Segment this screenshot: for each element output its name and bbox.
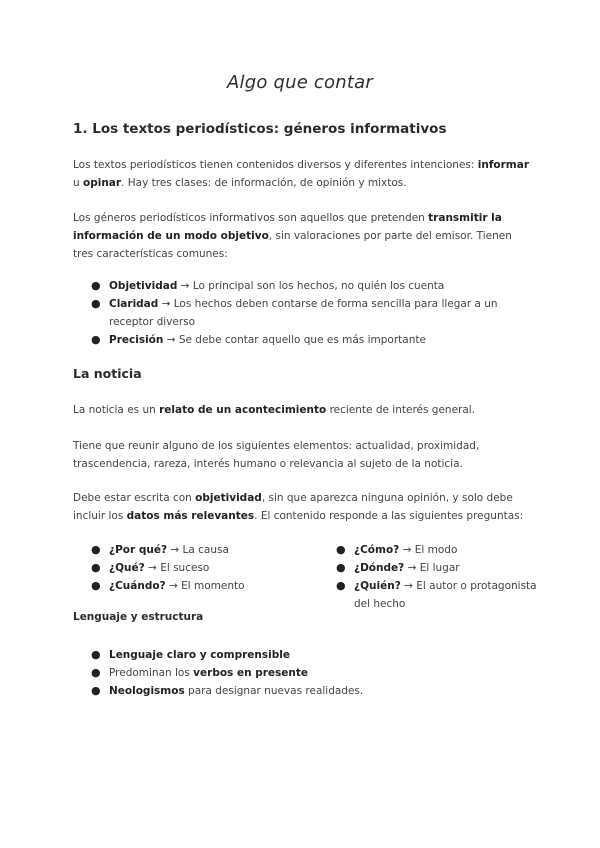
list-item [73,295,543,331]
list-term: ¿Cuándo? [109,580,166,592]
bullet-icon: ● [336,579,346,592]
text-run: Debe estar escrita con [73,492,196,504]
bold-run: informar [477,159,530,171]
bold-run: datos más relevantes [126,510,255,522]
list-term: ¿Quién? [354,580,401,592]
section-heading-generos: 1. Los textos periodísticos: géneros informativos [73,121,447,137]
bullet-icon: ● [336,561,346,574]
bold-run: opinar [83,177,122,189]
bullet-icon: ● [91,579,101,592]
text-run: La noticia es un [73,404,160,416]
text-run: . Hay tres clases: de información, de opinión y mixtos. [121,177,407,189]
list-term: ¿Por qué? [109,544,168,556]
bullet-icon: ● [91,648,101,661]
list-term: Lenguaje claro y comprensible [109,649,290,661]
list-term: verbos en presente [193,667,309,679]
list-text: → El momento [165,580,245,592]
bullet-icon: ● [91,543,101,556]
text-run: reciente de interés general. [326,404,476,416]
list-term: Objetividad [109,280,178,292]
list-item [318,559,538,577]
list-item [73,277,543,295]
bullet-icon: ● [91,561,101,574]
list-text: → El lugar [404,562,460,574]
list-text: → Se debe contar aquello que es más importante [163,334,426,346]
list-item [318,577,538,613]
bullet-icon: ● [336,543,346,556]
text-run: Los géneros periodísticos informativos son aquellos que pretenden [73,212,429,224]
document-title: Algo que contar [227,72,373,93]
list-text: Predominan los [109,667,194,679]
features-list [73,277,543,349]
section-heading-noticia: La noticia [73,366,142,381]
text-run: Los textos periodísticos tienen contenidos diversos y diferentes intenciones: [73,159,478,171]
list-text: → La causa [167,544,229,556]
text-run: , sin valoraciones por parte del emisor. Tienen tres características comunes: [73,230,512,260]
list-text: → Lo principal son los hechos, no quién los cuenta [177,280,445,292]
questions-list-left [73,541,313,595]
list-item [318,541,538,559]
language-list [73,646,543,700]
list-term: ¿Dónde? [354,562,405,574]
bullet-icon: ● [91,666,101,679]
list-item [73,559,313,577]
list-text: → Los hechos deben contarse de forma sencilla para llegar a un receptor diverso [109,298,498,328]
list-text: → El autor o protagonista del hecho [354,580,537,610]
bold-run: transmitir la información de un modo objetivo [73,212,502,242]
list-text: → El modo [399,544,458,556]
list-item [73,664,543,682]
list-term: Claridad [109,298,159,310]
list-item [73,331,543,349]
bullet-icon: ● [91,279,101,292]
text-run: u [73,177,83,189]
bullet-icon: ● [91,297,101,310]
list-item [73,541,313,559]
questions-list-right [318,541,538,613]
text-run: . El contenido responde a las siguientes preguntas: [254,510,524,522]
list-item [73,682,543,700]
bold-run: relato de un acontecimiento [159,404,327,416]
bullet-icon: ● [91,684,101,697]
bullet-icon: ● [91,333,101,346]
paragraph-elementos: Tiene que reunir alguno de los siguientes elementos: actualidad, proximidad, trascendencia, rareza, interés humano o relevancia al sujeto de la noticia. [73,440,480,470]
list-term: ¿Qué? [109,562,145,574]
paragraph-intro [73,156,533,192]
bold-run: objetividad [195,492,262,504]
list-item [73,646,543,664]
list-item [73,577,313,595]
paragraph-noticia [73,401,533,419]
list-text: para designar nuevas realidades. [184,685,364,697]
list-text: → El suceso [144,562,210,574]
list-term: ¿Cómo? [354,544,400,556]
paragraph-objetividad [73,489,533,525]
text-run: , sin que aparezca ninguna opinión, y solo debe incluir los [73,492,513,522]
paragraph-generos [73,209,533,263]
section-heading-lenguaje: Lenguaje y estructura [73,611,204,623]
list-term: Precisión [109,334,164,346]
list-term: Neologismos [109,685,185,697]
